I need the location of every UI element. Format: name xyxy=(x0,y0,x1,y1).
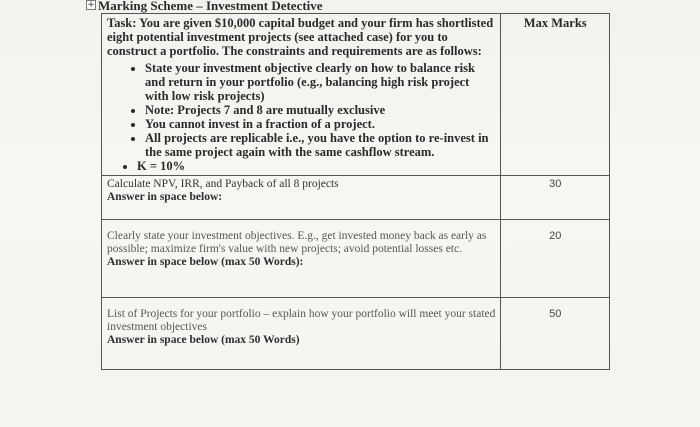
marking-scheme-table xyxy=(101,13,610,370)
answer-prompt: Answer in space below: xyxy=(107,191,223,203)
max-marks-header: Max Marks xyxy=(501,14,610,176)
table-row xyxy=(102,220,610,298)
marks-value: 30 xyxy=(501,176,610,220)
answer-prompt: Answer in space below (max 50 Words) xyxy=(107,334,300,346)
table-row xyxy=(102,176,610,220)
task-cell xyxy=(102,14,501,176)
list-item: • All projects are replicable i.e., you have the option to re-invest in the same project again with the same cashflow stream. xyxy=(145,131,495,159)
list-item: • State your investment objective clearly on how to balance risk and return in your portfolio (e.g., balancing high risk project with low risk projects) xyxy=(145,61,495,103)
marks-value: 50 xyxy=(501,298,610,370)
question-cell xyxy=(102,176,501,220)
table-move-handle-icon[interactable]: + xyxy=(87,0,95,10)
document-heading: Marking Scheme – Investment Detective xyxy=(98,0,323,13)
question-text: Clearly state your investment objectives. E.g., get invested money back as early as possible; maximize firm's value with new projects; avoid potential losses etc. xyxy=(107,230,487,255)
marks-value: 20 xyxy=(501,220,610,298)
answer-prompt: Answer in space below (max 50 Words): xyxy=(107,256,304,268)
question-text: Calculate NPV, IRR, and Payback of all 8 projects xyxy=(107,178,339,190)
task-intro: Task: You are given $10,000 capital budget and your firm has shortlisted eight potential investment projects (see attached case) for you to construct a portfolio. The constraints and requirements are as follows: xyxy=(107,16,494,58)
list-item: • K = 10% xyxy=(137,159,495,173)
question-cell xyxy=(102,220,501,298)
list-item: • Note: Projects 7 and 8 are mutually exclusive xyxy=(145,103,495,117)
list-item: • You cannot invest in a fraction of a project. xyxy=(145,117,495,131)
question-text: List of Projects for your portfolio – explain how your portfolio will meet your stated investment objectives xyxy=(107,308,496,333)
table-row xyxy=(102,298,610,370)
table-row xyxy=(102,14,610,176)
requirements-list xyxy=(107,61,495,173)
question-cell xyxy=(102,298,501,370)
